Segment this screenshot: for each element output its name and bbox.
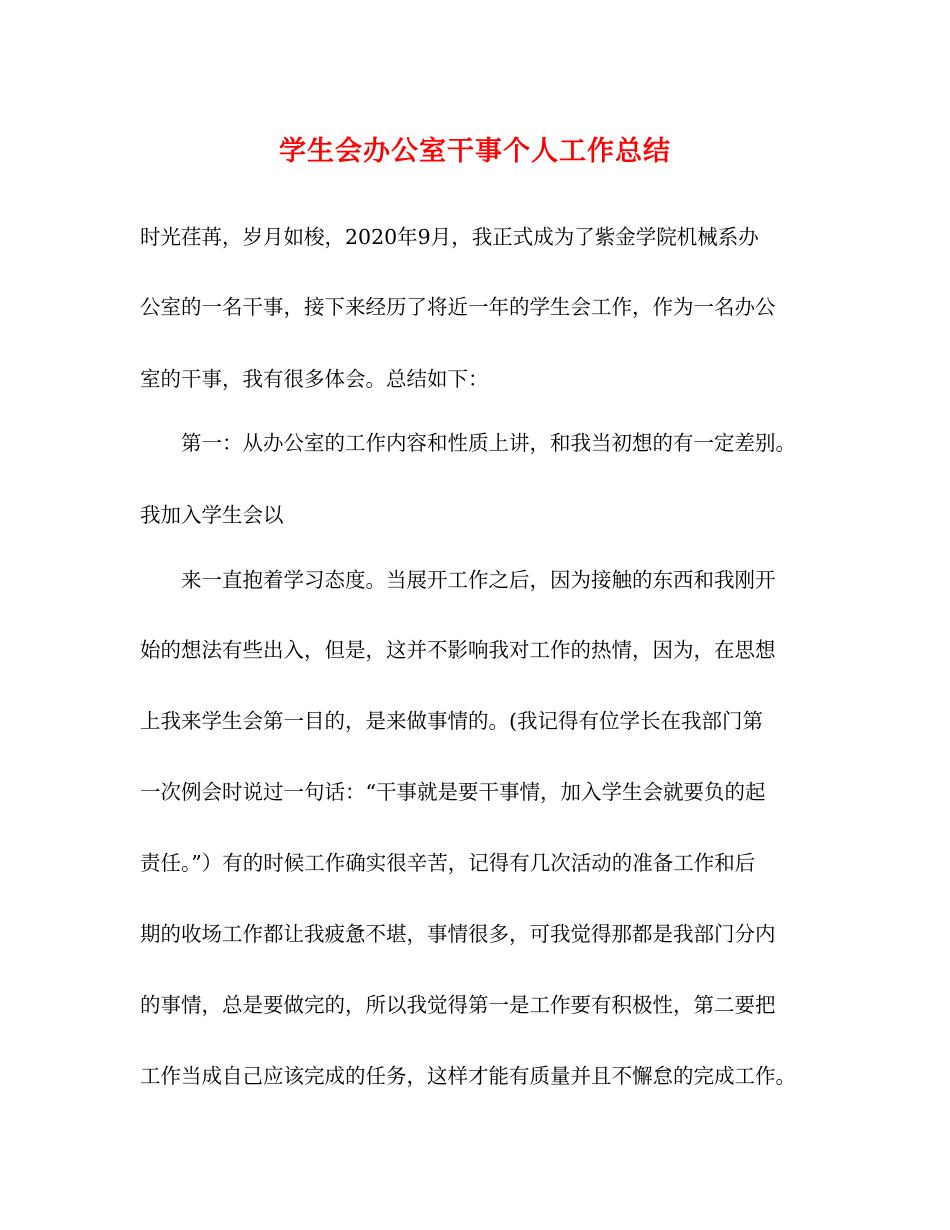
body-line: 室的干事，我有很多体会。总结如下： [140, 367, 489, 391]
body-line: 期的收场工作都让我疲惫不堪，事情很多，可我觉得那都是我部门分内 [140, 922, 776, 946]
body-line: 时光荏苒，岁月如梭，2020年9月，我正式成为了紫金学院机械系办 [140, 225, 759, 249]
body-line: 公室的一名干事，接下来经历了将近一年的学生会工作，作为一名办公 [140, 295, 776, 319]
body-line: 工作当成自己应该完成的任务，这样才能有质量并且不懈怠的完成工作。 [140, 1064, 796, 1088]
body-line: 第一：从办公室的工作内容和性质上讲，和我当初想的有一定差别。 [140, 431, 796, 455]
document-title: 学生会办公室干事个人工作总结 [279, 136, 671, 167]
body-line: 责任。”）有的时候工作确实很辛苦，记得有几次活动的准备工作和后 [140, 851, 756, 875]
body-line: 来一直抱着学习态度。当展开工作之后，因为接触的东西和我刚开 [140, 568, 776, 592]
body-line: 一次例会时说过一句话：“干事就是要干事情，加入学生会就要负的起 [140, 780, 766, 804]
body-line: 的事情，总是要做完的，所以我觉得第一是工作要有积极性，第二要把 [140, 993, 776, 1017]
body-line: 我加入学生会以 [140, 503, 284, 527]
body-line: 始的想法有些出入，但是，这并不影响我对工作的热情，因为，在思想 [140, 638, 776, 662]
body-line: 上我来学生会第一目的，是来做事情的。(我记得有位学长在我部门第 [140, 709, 763, 733]
